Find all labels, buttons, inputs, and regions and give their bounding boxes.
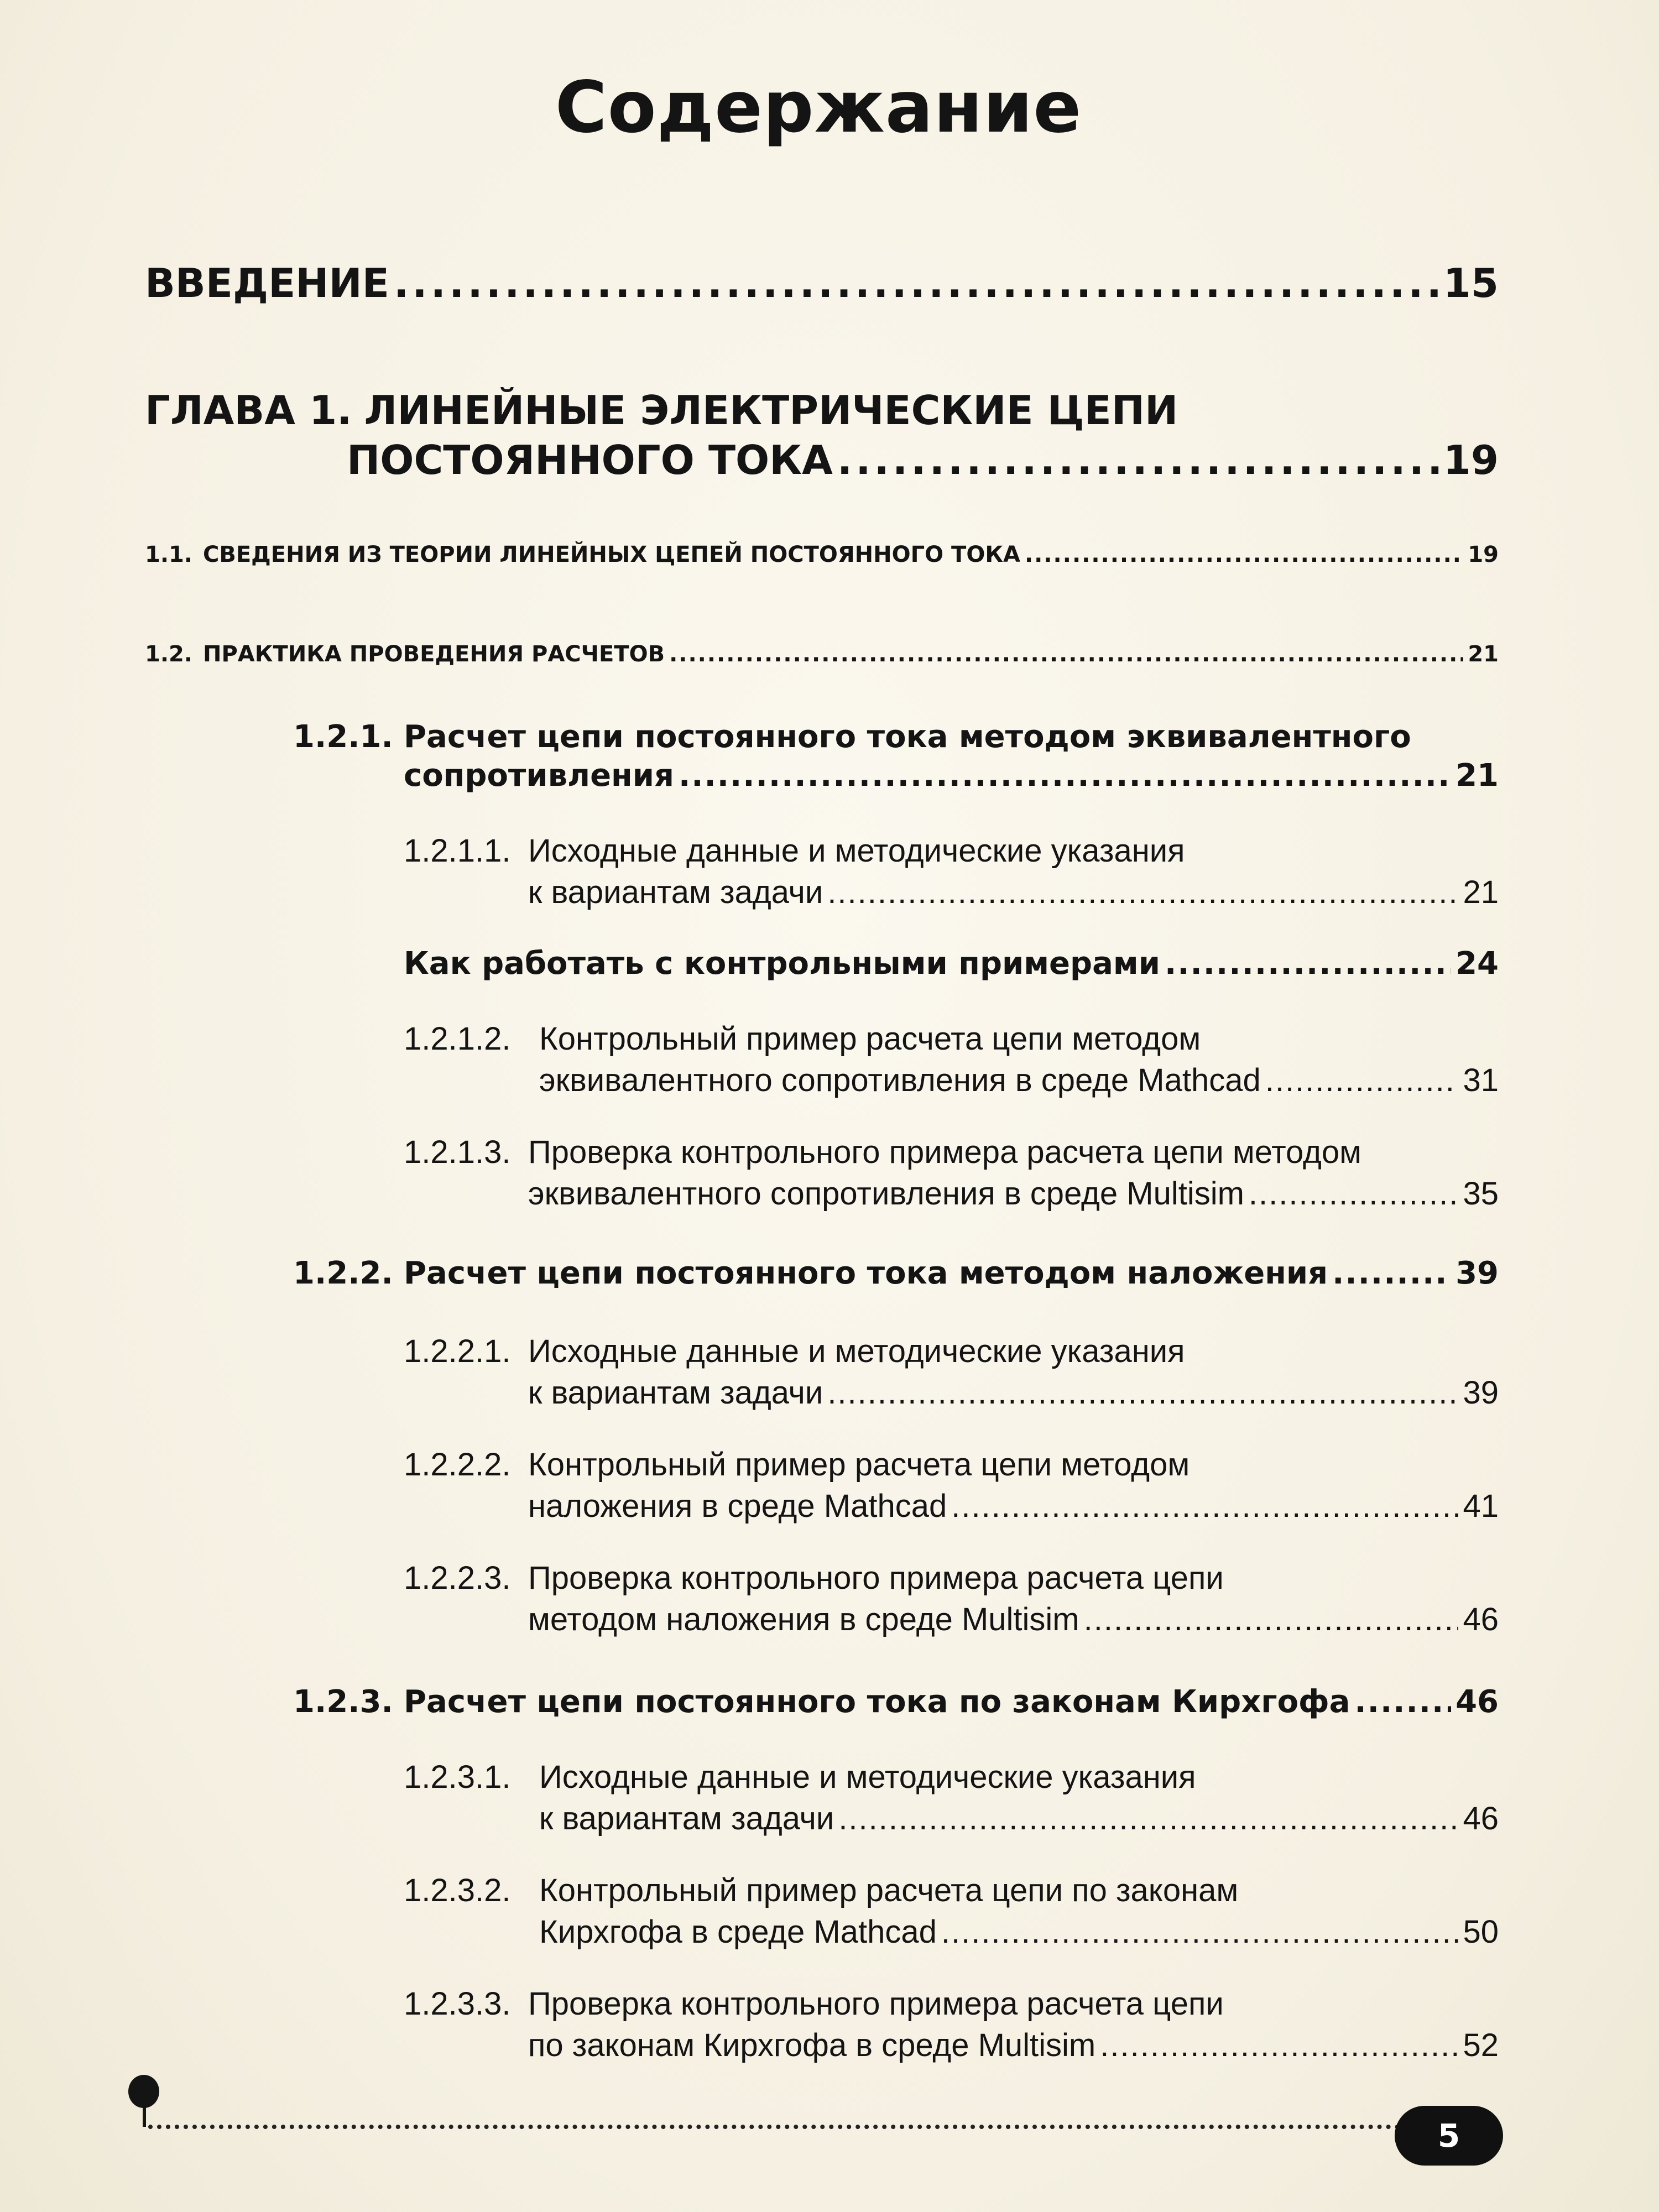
dot-leader <box>837 437 1439 483</box>
toc-entry-number: 1.2.1.1. <box>404 833 511 869</box>
toc-entry-number: 1.2.2.3. <box>404 1560 511 1596</box>
toc-entry-s1-2-1-line-2 <box>404 758 1499 794</box>
toc-entry-title: Расчет цепи постоянного тока методом эквивалентного <box>404 719 1411 755</box>
toc-page-number: 21 <box>1463 874 1499 910</box>
toc-entry-number: 1.2.3.1. <box>404 1759 511 1795</box>
toc-entry-number: 1.2.3.2. <box>404 1872 511 1908</box>
toc-entry-title: Контрольный пример расчета цепи методом <box>528 1447 1190 1483</box>
dot-leader <box>1100 2027 1458 2064</box>
toc-entry-s1-2 <box>145 641 1499 667</box>
toc-entry-title: Проверка контрольного примера расчета цепи <box>528 1560 1224 1596</box>
toc-entry-number: 1.2.3.3. <box>404 1986 511 2022</box>
toc-entry-title: Исходные данные и методические указания <box>528 833 1185 869</box>
toc-page-number: 21 <box>1468 641 1499 667</box>
toc-entry-title: СВЕДЕНИЯ ИЗ ТЕОРИИ ЛИНЕЙНЫХ ЦЕПЕЙ ПОСТОЯННОГО ТОКА <box>203 542 1020 567</box>
toc-entry-s1-2-2-3-line-1 <box>404 1559 1499 1597</box>
toc-entry-ch1-line-1 <box>145 387 1499 434</box>
toc-entry-title: ПРАКТИКА ПРОВЕДЕНИЯ РАСЧЕТОВ <box>203 641 665 667</box>
toc-entry-s1-2-3-2-line-1 <box>404 1872 1499 1909</box>
toc-entry-s1-2-2-2-line-2 <box>528 1488 1499 1525</box>
toc-entry-s1-2-1-2-line-1 <box>404 1020 1499 1057</box>
toc-page-number: 21 <box>1455 758 1499 794</box>
footer-dotted-rule <box>148 2125 1409 2129</box>
toc-page-number: 31 <box>1463 1062 1499 1098</box>
toc-entry-number: 1.2.1. <box>293 719 393 755</box>
toc-entry-s1-2-1-3-line-1 <box>404 1134 1499 1171</box>
toc-entry-title: к вариантам задачи <box>528 874 823 910</box>
toc-entry-title: Кирхгофа в среде Mathcad <box>539 1914 937 1950</box>
toc-entry-title: Проверка контрольного примера расчета цепи методом <box>528 1134 1361 1170</box>
toc-entry-title: Исходные данные и методические указания <box>528 1333 1185 1369</box>
dot-leader <box>1084 1601 1459 1638</box>
toc-entry-title: Контрольный пример расчета цепи по законам <box>539 1872 1239 1908</box>
toc-entry-s1-2-2-1-line-2 <box>528 1374 1499 1411</box>
toc-page-number: 19 <box>1468 542 1499 567</box>
toc-entry-title: эквивалентного сопротивления в среде Multisim <box>528 1176 1244 1212</box>
toc-entry-title: ЛИНЕЙНЫЕ ЭЛЕКТРИЧЕСКИЕ ЦЕПИ <box>364 387 1178 434</box>
toc-page-number: 24 <box>1455 946 1499 982</box>
toc-entry-title: Расчет цепи постоянного тока по законам Кирхгофа <box>404 1684 1350 1720</box>
dot-leader <box>1332 1255 1451 1291</box>
dot-leader <box>1025 542 1463 567</box>
dot-leader <box>1165 946 1451 982</box>
dot-leader <box>669 641 1463 667</box>
toc-entry-ch1-line-2 <box>347 437 1499 483</box>
toc-entry-number: 1.2.1.3. <box>404 1134 511 1170</box>
toc-entry-number: 1.2.2. <box>293 1255 393 1291</box>
toc-entry-title: ПОСТОЯННОГО ТОКА <box>347 437 833 483</box>
toc-entry-s1-1 <box>145 542 1499 567</box>
toc-entry-s1-2-3-3-line-2 <box>528 2027 1499 2064</box>
dot-leader <box>679 758 1451 794</box>
toc-entry-s1-2-1-line-1 <box>293 719 1499 755</box>
dot-leader <box>827 874 1458 911</box>
dot-leader <box>951 1488 1458 1525</box>
toc-page-number: 46 <box>1455 1684 1499 1720</box>
toc-entry-title: по законам Кирхгофа в среде Multisim <box>528 2027 1096 2063</box>
dot-leader <box>1249 1175 1459 1212</box>
toc-entry-intro <box>145 260 1499 306</box>
toc-entry-title: Проверка контрольного примера расчета цепи <box>528 1986 1224 2022</box>
toc-page-number: 52 <box>1463 2027 1499 2063</box>
toc-entry-title: сопротивления <box>404 758 674 794</box>
dot-leader <box>1265 1062 1459 1099</box>
toc-entry-s1-2-1-1-line-2 <box>528 874 1499 911</box>
toc-entry-title: Расчет цепи постоянного тока методом наложения <box>404 1255 1328 1291</box>
toc-entry-title: методом наложения в среде Multisim <box>528 1601 1079 1637</box>
toc-entry-title: Как работать с контрольными примерами <box>404 946 1160 982</box>
toc-entry-s1-2-1-2-line-2 <box>539 1062 1499 1099</box>
toc-entry-title: наложения в среде Mathcad <box>528 1488 947 1524</box>
toc-entry-number: 1.2.1.2. <box>404 1021 511 1057</box>
toc-entry-s1-2-3-3-line-1 <box>404 1985 1499 2022</box>
toc-entry-s1-2-3-1-line-1 <box>404 1759 1499 1796</box>
toc-page-number: 50 <box>1463 1914 1499 1950</box>
toc-entry-howto <box>404 946 1499 982</box>
toc-page-number: 35 <box>1463 1176 1499 1212</box>
toc-entry-s1-2-1-1-line-1 <box>404 832 1499 869</box>
toc-entry-title: Исходные данные и методические указания <box>539 1759 1196 1795</box>
toc-entry-s1-2-2-2-line-1 <box>404 1446 1499 1483</box>
toc-entry-number: 1.1. <box>145 542 193 567</box>
toc-entry-number: 1.2.3. <box>293 1684 393 1720</box>
page-number-badge: 5 <box>1395 2106 1503 2166</box>
toc-page-number: 46 <box>1463 1601 1499 1637</box>
toc-page-number: 19 <box>1443 437 1499 483</box>
toc-entry-s1-2-2 <box>293 1255 1499 1291</box>
toc-entry-number: 1.2. <box>145 641 193 667</box>
toc-entry-s1-2-1-3-line-2 <box>528 1175 1499 1212</box>
page-title: Содержание <box>555 66 1082 149</box>
toc-page-number: 46 <box>1463 1801 1499 1837</box>
dot-leader <box>827 1374 1458 1411</box>
toc-entry-title: к вариантам задачи <box>528 1375 823 1411</box>
toc-entry-number: 1.2.2.2. <box>404 1447 511 1483</box>
toc-entry-title: ВВЕДЕНИЕ <box>145 260 389 306</box>
toc-page-number: 15 <box>1443 260 1499 306</box>
toc-page-number: 39 <box>1455 1255 1499 1291</box>
footer-bullet-stem <box>143 2101 146 2127</box>
toc-entry-title: Контрольный пример расчета цепи методом <box>539 1021 1201 1057</box>
toc-entry-s1-2-2-1-line-1 <box>404 1333 1499 1370</box>
toc-entry-s1-2-3-1-line-2 <box>539 1800 1499 1837</box>
toc-page-number: 39 <box>1463 1375 1499 1411</box>
toc-entry-title: эквивалентного сопротивления в среде Mathcad <box>539 1062 1261 1098</box>
dot-leader <box>1354 1684 1451 1720</box>
toc-entry-title: к вариантам задачи <box>539 1801 834 1837</box>
toc-entry-number: 1.2.2.1. <box>404 1333 511 1369</box>
toc-page-number: 41 <box>1463 1488 1499 1524</box>
toc-entry-s1-2-2-3-line-2 <box>528 1601 1499 1638</box>
toc-entry-s1-2-3-2-line-2 <box>539 1913 1499 1950</box>
toc-entry-s1-2-3 <box>293 1684 1499 1720</box>
toc-entry-number: ГЛАВА 1. <box>145 387 352 434</box>
dot-leader <box>394 260 1439 306</box>
dot-leader <box>838 1800 1458 1837</box>
dot-leader <box>941 1913 1459 1950</box>
